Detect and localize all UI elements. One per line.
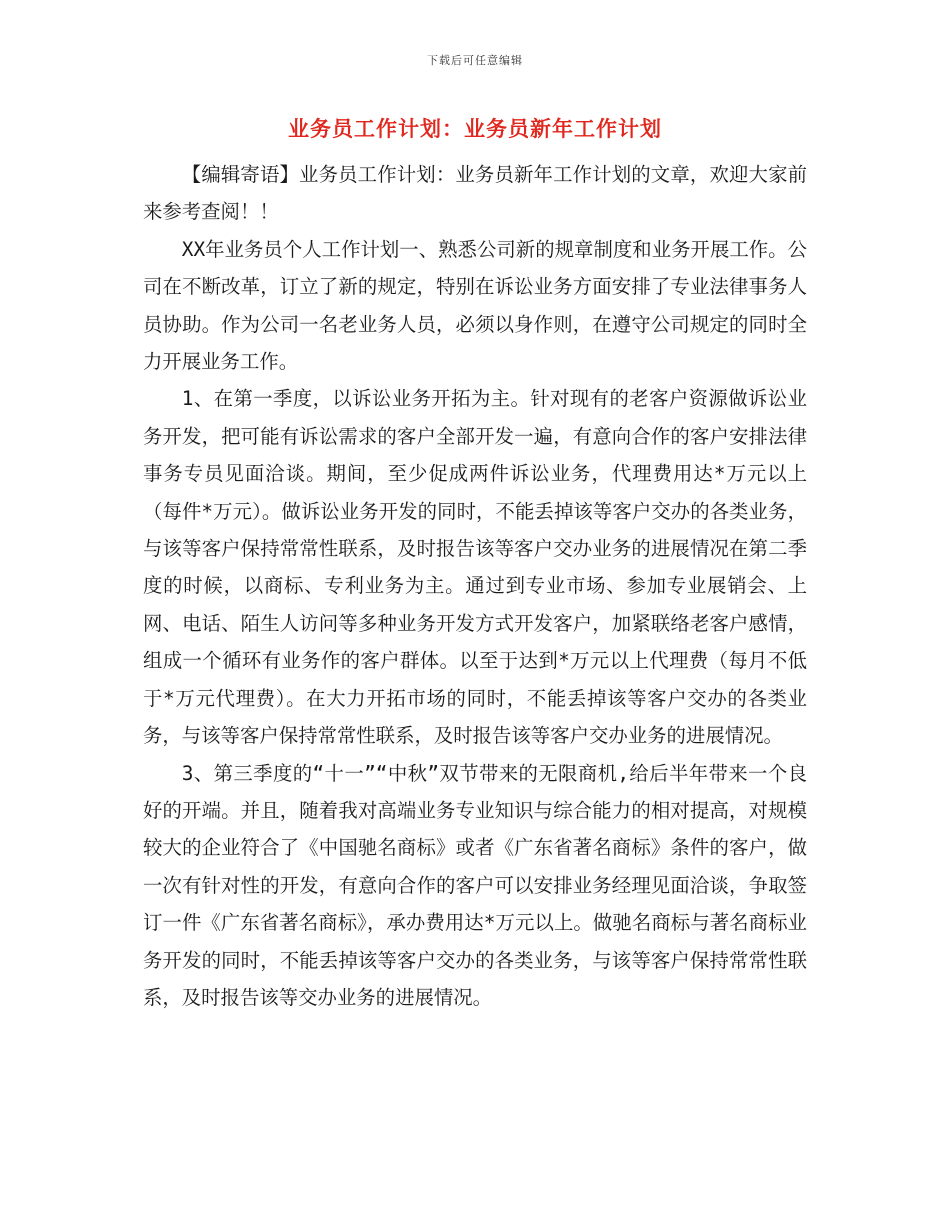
paragraph-first-quarter: 1、在第一季度，以诉讼业务开拓为主。针对现有的老客户资源做诉讼业务开发，把可能有诉讼需求的客户全部开发一遍，有意向合作的客户安排法律事务专员见面洽谈。期间，至少促成两件诉讼业务，代理费用达*万元以上（每件*万元）。做诉讼业务开发的同时，不能丢掉该等客户交办的各类业务，与该等客户保持常常性联系，及时报告该等客户交办业务的进展情况在第二季度的时候，以商标、专利业务为主。通过到专业市场、参加专业展销会、上网、电话、陌生人访问等多种业务开发方式开发客户，加紧联络老客户感情，组成一个循环有业务作的客户群体。以至于达到*万元以上代理费（每月不低于*万元代理费）。在大力开拓市场的同时，不能丢掉该等客户交办的各类业务，与该等客户保持常常性联系，及时报告该等客户交办业务的进展情况。 <box>143 387 807 748</box>
document-title: 业务员工作计划：业务员新年工作计划 <box>288 117 662 141</box>
document-body <box>143 156 807 1016</box>
paragraph-third-quarter: 3、第三季度的“十一”“中秋”双节带来的无限商机,给后半年带来一个良好的开端。并且，随着我对高端业务专业知识与综合能力的相对提高，对规模较大的企业符合了《中国驰名商标》或者《广东省著名商标》条件的客户，做一次有针对性的开发，有意向合作的客户可以安排业务经理见面洽谈，争取签订一件《广东省著名商标》，承办费用达*万元以上。做驰名商标与著名商标业务开发的同时，不能丢掉该等客户交办的各类业务，与该等客户保持常常性联系，及时报告该等交办业务的进展情况。 <box>143 761 807 1009</box>
header-note: 下载后可任意编辑 <box>427 54 523 67</box>
paragraph-editor-note: 【编辑寄语】业务员工作计划：业务员新年工作计划的文章，欢迎大家前来参考查阅！！ <box>143 163 807 224</box>
paragraph-intro: XX年业务员个人工作计划一、熟悉公司新的规章制度和业务开展工作。公司在不断改革，订立了新的规定，特别在诉讼业务方面安排了专业法律事务人员协助。作为公司一名老业务人员，必须以身作则，在遵守公司规定的同时全力开展业务工作。 <box>143 237 807 374</box>
